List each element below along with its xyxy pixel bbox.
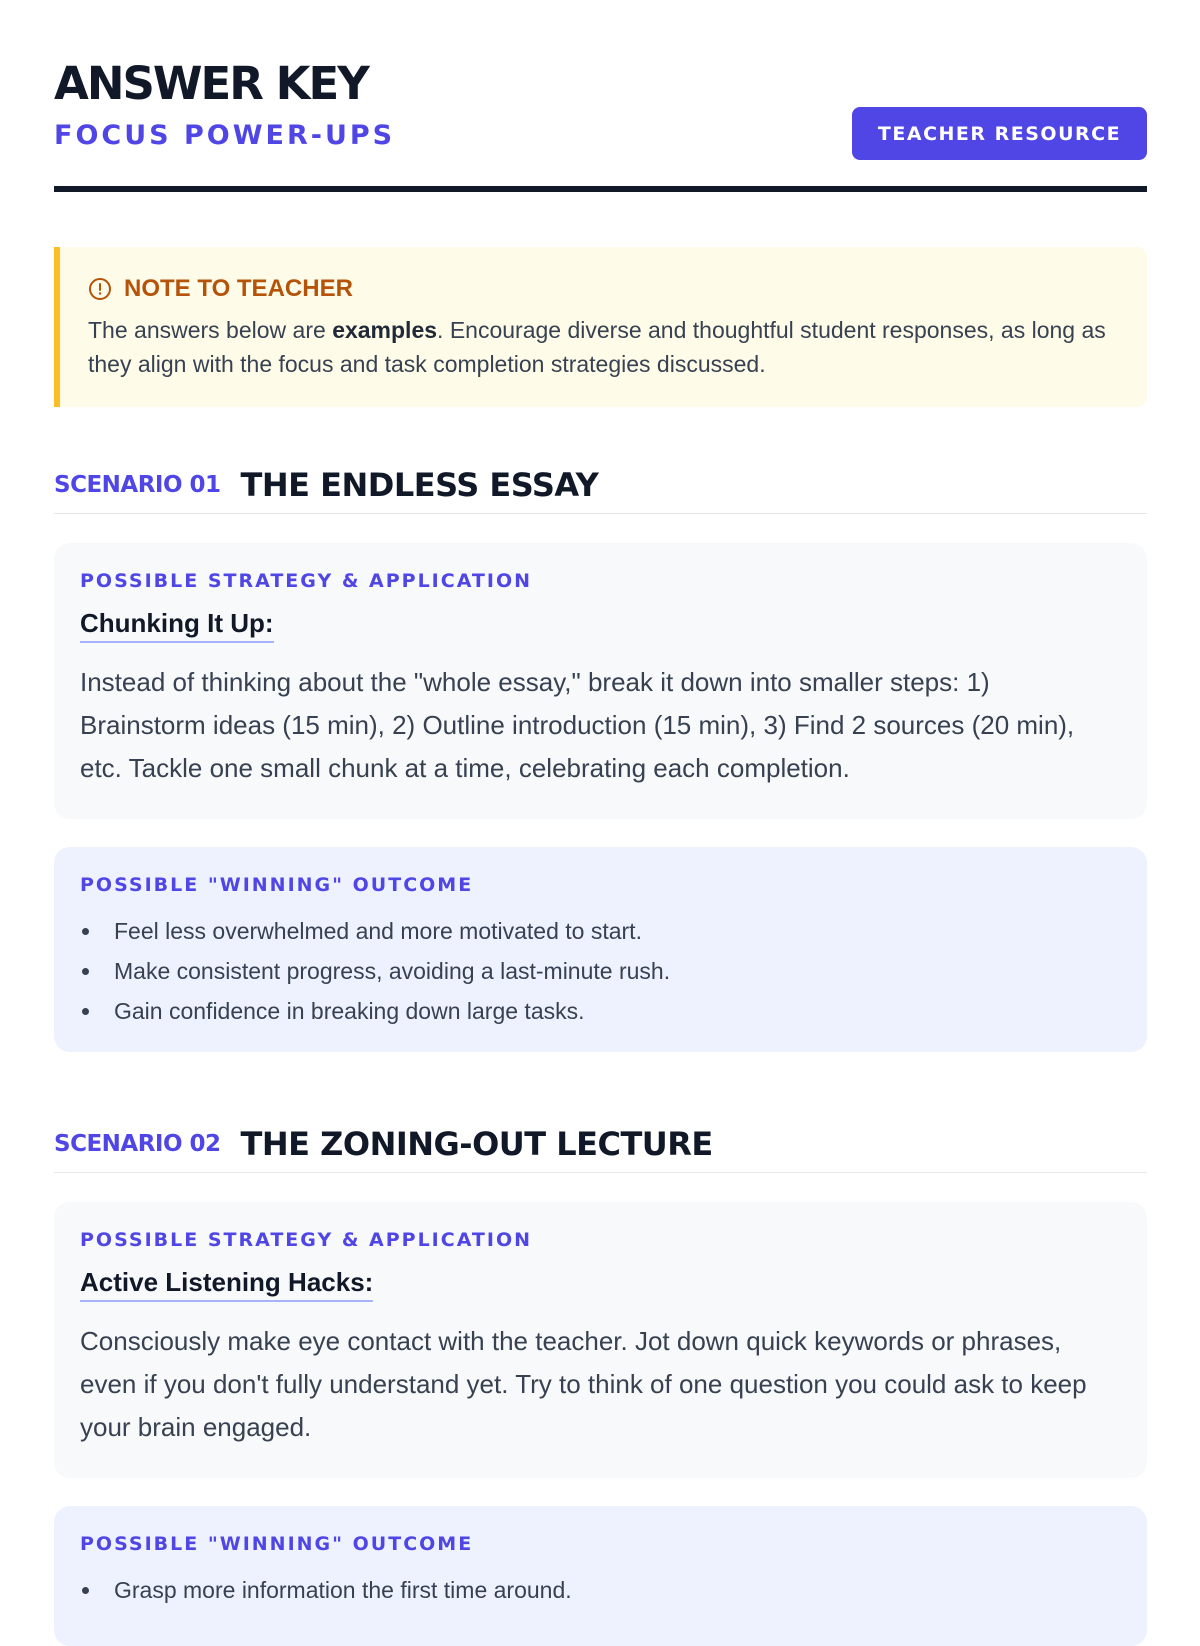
strategy-text: Instead of thinking about the "whole essay," break it down into smaller steps: 1) Brainstorm ideas (15 min), 2) Outline introduction (15 min), 3) Find 2 sources (20 min), etc. Tackle one small chunk at a time, celebrating each completion. (80, 667, 1075, 783)
strategy-name: Chunking It Up: (80, 607, 274, 643)
scenario-number: SCENARIO 01 (54, 472, 221, 498)
list-item: Feel less overwhelmed and more motivated to start. (80, 911, 1121, 951)
strategy-text: Consciously make eye contact with the teacher. Jot down quick keywords or phrases, even if you don't fully understand yet. Try to think of one question you could ask to keep your brain engaged. (80, 1326, 1087, 1442)
page-title: ANSWER KEY (54, 57, 368, 110)
outcome-label: POSSIBLE "WINNING" OUTCOME (80, 874, 474, 896)
scenario-title: THE ZONING-OUT LECTURE (240, 1125, 713, 1163)
outcome-card (54, 1506, 1147, 1646)
list-item: Grasp more information the first time around. (80, 1570, 1121, 1610)
note-body-after: . Encourage diverse and thoughtful student responses, as long as they align with the focus and task completion strategies discussed. (88, 317, 1106, 377)
outcome-card (54, 847, 1147, 1052)
note-title: NOTE TO TEACHER (124, 275, 353, 302)
strategy-card (54, 1202, 1147, 1478)
scenario-title: THE ENDLESS ESSAY (240, 466, 599, 504)
answer-key-page (54, 0, 1147, 1603)
header-divider (54, 186, 1147, 192)
strategy-card (54, 543, 1147, 819)
note-body (88, 313, 1113, 381)
outcome-list (80, 911, 1121, 1031)
scenario-number: SCENARIO 02 (54, 1131, 221, 1157)
scenario-header (54, 1116, 1147, 1173)
outcome-label: POSSIBLE "WINNING" OUTCOME (80, 1533, 474, 1555)
page-subtitle: FOCUS POWER-UPS (54, 120, 396, 151)
list-item: Make consistent progress, avoiding a last-minute rush. (80, 951, 1121, 991)
strategy-label: POSSIBLE STRATEGY & APPLICATION (80, 570, 533, 592)
strategy-name: Active Listening Hacks: (80, 1266, 373, 1302)
page-header (54, 0, 1147, 194)
teacher-resource-badge: TEACHER RESOURCE (852, 107, 1147, 160)
strategy-label: POSSIBLE STRATEGY & APPLICATION (80, 1229, 533, 1251)
outcome-list (80, 1570, 1121, 1610)
teacher-note-callout (54, 247, 1147, 407)
note-body-emphasis: examples (332, 317, 438, 343)
list-item: Gain confidence in breaking down large tasks. (80, 991, 1121, 1031)
note-body-before: The answers below are (88, 317, 333, 343)
note-header (88, 273, 1113, 305)
scenario-header (54, 457, 1147, 514)
alert-circle-icon (88, 277, 112, 301)
